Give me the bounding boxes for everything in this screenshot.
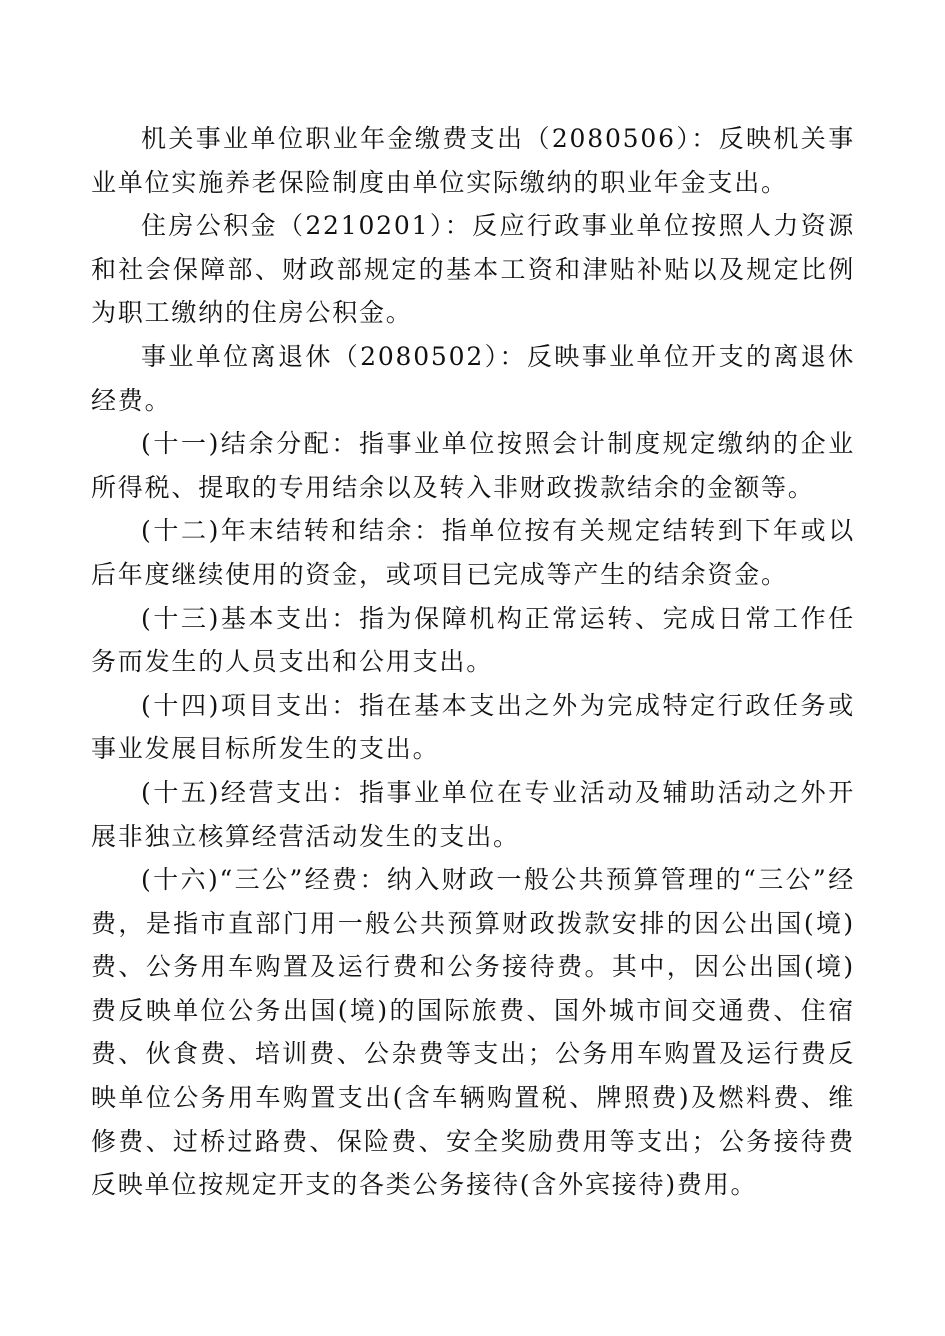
paragraph-housing-fund: 住房公积金（2210201）：反应行政事业单位按照人力资源和社会保障部、财政部规定的基本工资和津贴补贴以及规定比例为职工缴纳的住房公积金。 bbox=[91, 211, 855, 328]
paragraph-occupational-annuity: 机关事业单位职业年金缴费支出（2080506）：反映机关事业单位实施养老保险制度由单位实际缴纳的职业年金支出。 bbox=[91, 124, 855, 197]
paragraph-three-public-funds: (十六)“三公”经费：纳入财政一般公共预算管理的“三公”经费，是指市直部门用一般公共预算财政拨款安排的因公出国(境)费、公务用车购置及运行费和公务接待费。其中，因公出国(境)费反映单位公务出国(境)的国际旅费、国外城市间交通费、住宿费、伙食费、培训费、公杂费等支出；公务用车购置及运行费反映单位公务用车购置支出(含车辆购置税、牌照费)及燃料费、维修费、过桥过路费、保险费、安全奖励费用等支出；公务接待费反映单位按规定开支的各类公务接待(含外宾接待)费用。 bbox=[91, 865, 855, 1200]
paragraph-surplus-distribution: (十一)结余分配：指事业单位按照会计制度规定缴纳的企业所得税、提取的专用结余以及转入非财政拨款结余的金额等。 bbox=[91, 429, 855, 502]
paragraph-basic-expenditure: (十三)基本支出：指为保障机构正常运转、完成日常工作任务而发生的人员支出和公用支出。 bbox=[91, 603, 855, 677]
paragraph-retirement: 事业单位离退休（2080502）：反映事业单位开支的离退休经费。 bbox=[91, 341, 855, 415]
paragraph-year-end-carryover: (十二)年末结转和结余：指单位按有关规定结转到下年或以后年度继续使用的资金，或项目已完成等产生的结余资金。 bbox=[91, 516, 855, 589]
paragraph-project-expenditure: (十四)项目支出：指在基本支出之外为完成特定行政任务或事业发展目标所发生的支出。 bbox=[91, 690, 855, 764]
document-body bbox=[91, 117, 855, 1207]
paragraph-operating-expenditure: (十五)经营支出：指事业单位在专业活动及辅助活动之外开展非独立核算经营活动发生的支出。 bbox=[91, 777, 855, 851]
